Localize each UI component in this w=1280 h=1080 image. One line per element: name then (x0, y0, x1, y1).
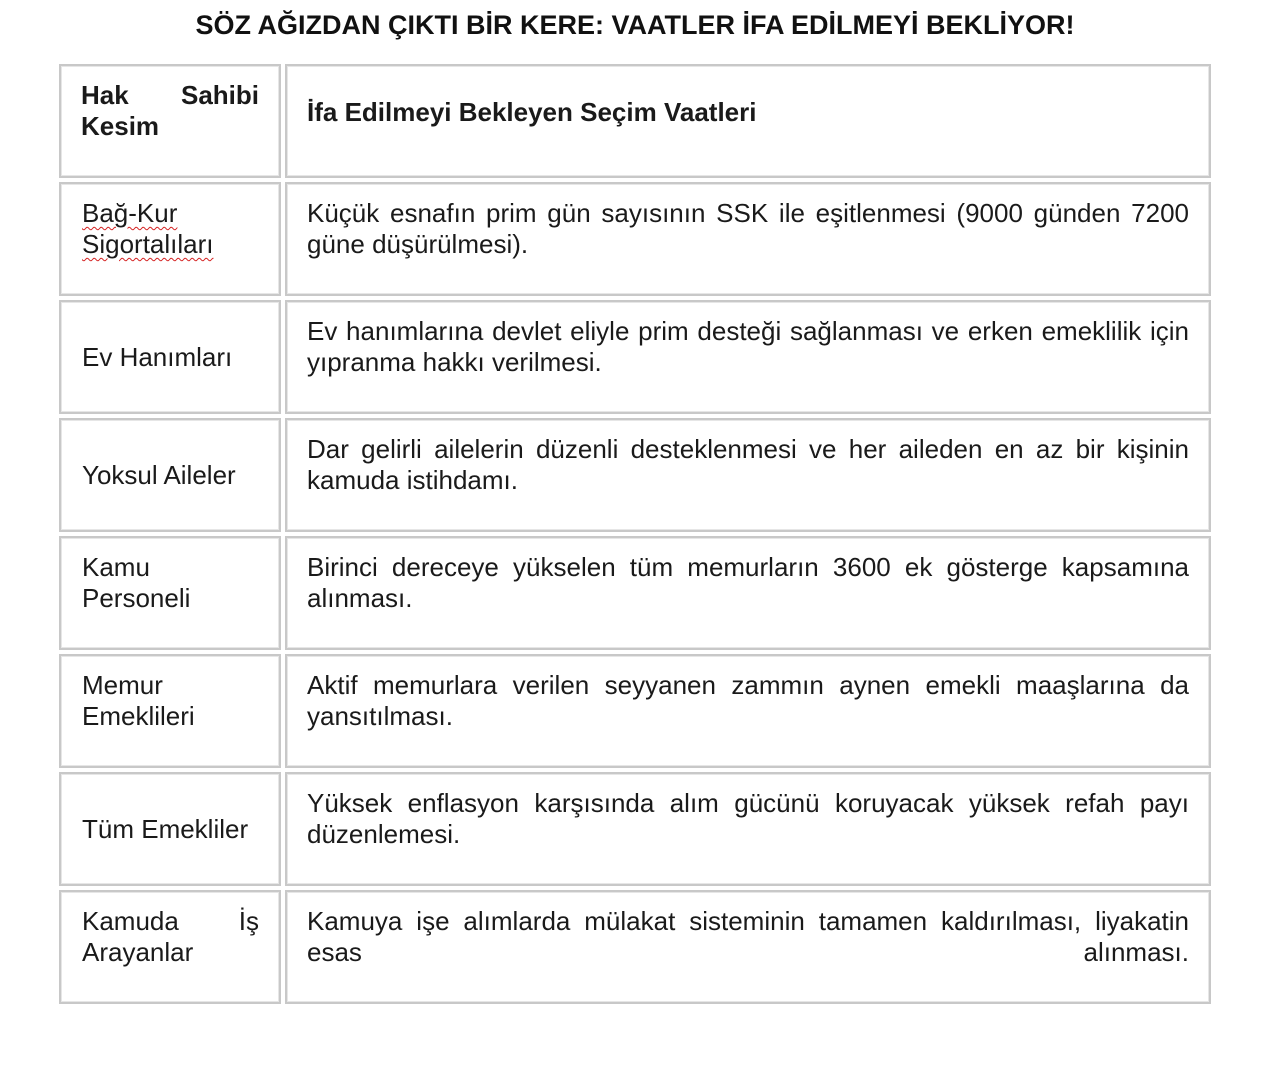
document-title: SÖZ AĞIZDAN ÇIKTI BİR KERE: VAATLER İFA EDİLMEYİ BEKLİYOR! (195, 10, 1075, 40)
table-cell-sector: Memur Emeklileri (59, 654, 281, 768)
table-cell-sector: Kamu Personeli (59, 536, 281, 650)
sector-label: Bağ-Kur Sigortalıları (82, 198, 214, 259)
table-cell-promise: Dar gelirli ailelerin düzenli desteklenmesi ve her aileden en az bir kişinin kamuda istihdamı. (285, 418, 1211, 532)
table-cell-sector (59, 182, 281, 296)
table-cell-promise: Birinci dereceye yükselen tüm memurların 3600 ek gösterge kapsamına alınması. (285, 536, 1211, 650)
table-header-sector: Hak Sahibi Kesim (59, 64, 281, 178)
table-cell-sector: Yoksul Aileler (59, 418, 281, 532)
table-cell-sector: Tüm Emekliler (59, 772, 281, 886)
table-cell-sector: Kamuda İş Arayanlar (59, 890, 281, 1004)
table-cell-sector: Ev Hanımları (59, 300, 281, 414)
table-cell-promise: Ev hanımlarına devlet eliyle prim desteği sağlanması ve erken emeklilik için yıpranma hakkı verilmesi. (285, 300, 1211, 414)
promises-table (59, 64, 1211, 1004)
table-header-promise: İfa Edilmeyi Bekleyen Seçim Vaatleri (285, 64, 1211, 178)
table-cell-promise: Küçük esnafın prim gün sayısının SSK ile eşitlenmesi (9000 günden 7200 güne düşürülmesi). (285, 182, 1211, 296)
table-cell-promise: Kamuya işe alımlarda mülakat sisteminin tamamen kaldırılması, liyakatin esas alınması. (285, 890, 1211, 1004)
table-cell-promise: Yüksek enflasyon karşısında alım gücünü koruyacak yüksek refah payı düzenlemesi. (285, 772, 1211, 886)
table-cell-promise: Aktif memurlara verilen seyyanen zammın aynen emekli maaşlarına da yansıtılması. (285, 654, 1211, 768)
